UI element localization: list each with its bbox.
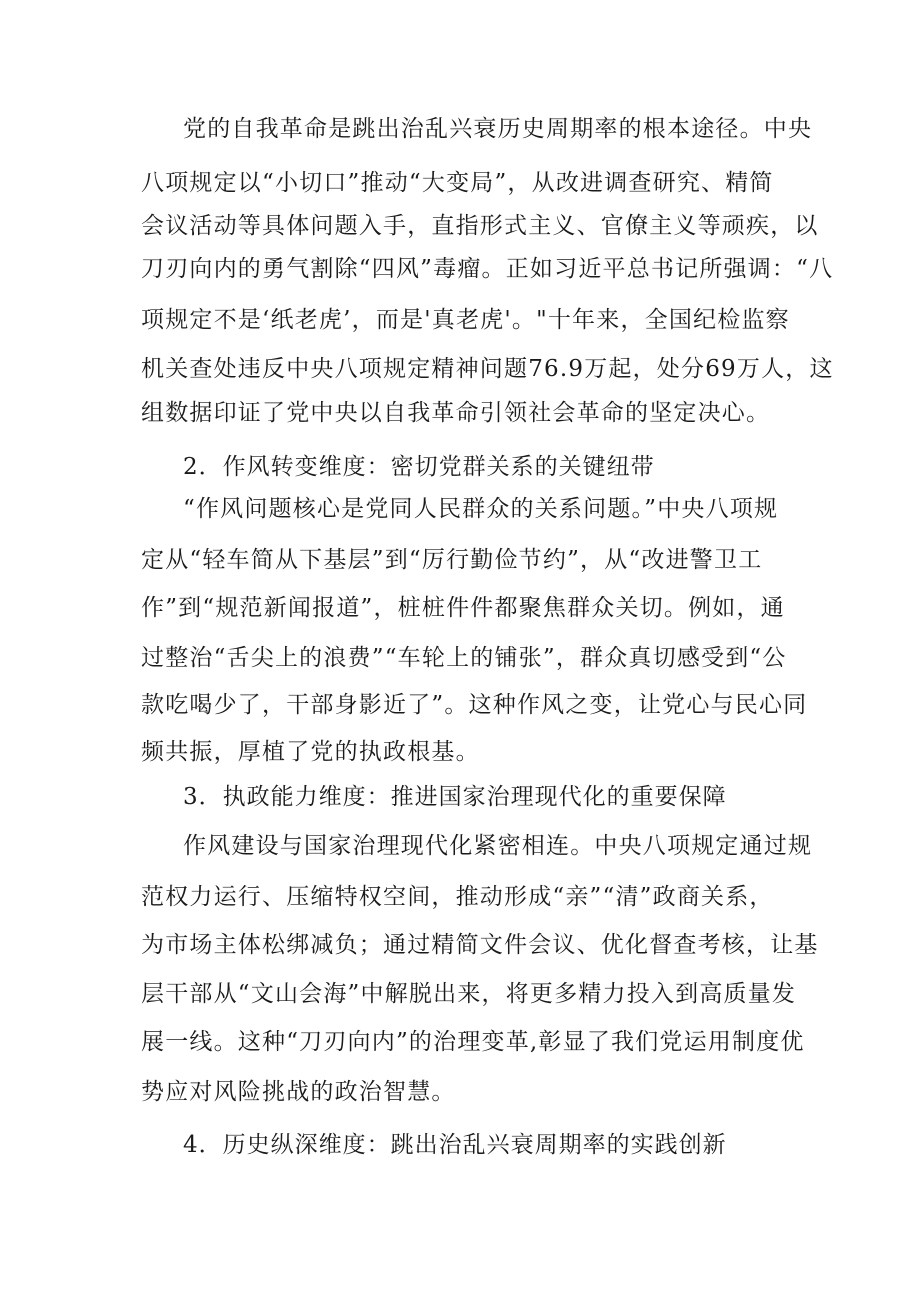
- section-heading-3: 3．执政能力维度：推进国家治理现代化的重要保障: [183, 784, 727, 810]
- paragraph-line: 党的自我革命是跳出治乱兴衰历史周期率的根本途径。中央: [183, 116, 813, 142]
- paragraph-line: 款吃喝少了，干部身影近了”。这种作风之变，让党心与民心同: [141, 692, 808, 718]
- paragraph-line: 刀刃向内的勇气割除“四风”毒瘤。正如习近平总书记所强调：“八: [141, 256, 834, 282]
- paragraph-line: 展一线。这种“刀刃向内”的治理变革,彰显了我们党运用制度优: [141, 1029, 805, 1055]
- paragraph-line: 为市场主体松绑减负；通过精简文件会议、优化督查考核，让基: [141, 932, 819, 958]
- paragraph-line: 会议活动等具体问题入手，直指形式主义、官僚主义等顽疾，以: [141, 213, 819, 239]
- paragraph-line: 作”到“规范新闻报道”，桩桩件件都聚焦群众关切。例如，通: [141, 595, 785, 621]
- section-heading-2: 2．作风转变维度：密切党群关系的关键纽带: [183, 454, 655, 480]
- paragraph-line: 范权力运行、压缩特权空间，推动形成“亲”“清”政商关系，: [141, 884, 774, 910]
- section-heading-4: 4．历史纵深维度：跳出治乱兴衰周期率的实践创新: [183, 1132, 727, 1158]
- paragraph-line: 势应对风险挑战的政治智慧。: [141, 1079, 456, 1105]
- paragraph-line: 作风建设与国家治理现代化紧密相连。中央八项规定通过规: [183, 833, 813, 859]
- paragraph-line: 定从“轻车简从下基层”到“厉行勤俭节约”，从“改进警卫工: [141, 547, 763, 573]
- paragraph-line: 层干部从“文山会海”中解脱出来，将更多精力投入到高质量发: [141, 981, 797, 1007]
- paragraph-line: 过整治“舌尖上的浪费”“车轮上的铺张”，群众真切感受到“公: [141, 645, 787, 671]
- paragraph-line: 项规定不是‘纸老虎’，而是'真老虎'。"十年来，全国纪检监察: [141, 307, 790, 333]
- paragraph-line: 频共振，厚植了党的执政根基。: [141, 739, 480, 765]
- paragraph-line: 八项规定以“小切口”推动“大变局”，从改进调查研究、精简: [141, 170, 774, 196]
- paragraph-line: 机关查处违反中央八项规定精神问题76.9万起，处分69万人，这: [141, 356, 834, 382]
- paragraph-line: 组数据印证了党中央以自我革命引领社会革命的坚定决心。: [141, 400, 771, 426]
- paragraph-line: “作风问题核心是党同人民群众的关系问题。”中央八项规: [183, 496, 779, 522]
